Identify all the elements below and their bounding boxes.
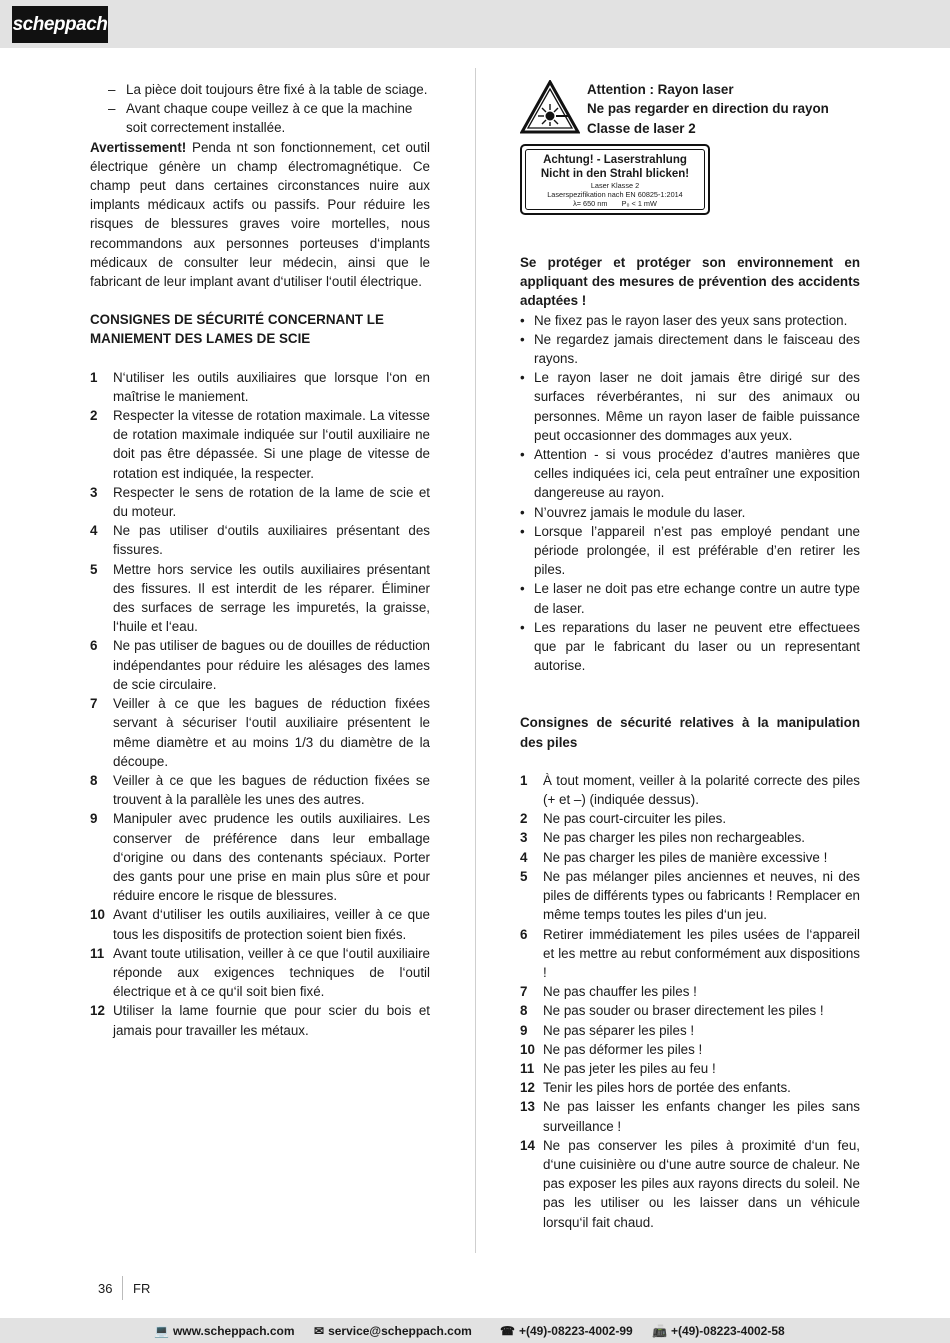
item-number: 1 [90, 369, 98, 385]
list-item [90, 80, 430, 99]
list-item [520, 982, 860, 1001]
dash-marker: – [108, 101, 116, 117]
list-item-text: La pièce doit toujours être fixé à la table de sciage. [126, 82, 428, 97]
list-item [520, 1097, 860, 1135]
item-text: Manipuler avec prudence les outils auxiliaires. Les conserver de préférence dans leur emballage d‘origine ou dans des contenants spéciaux. Porter des gants pour une prise en main plus sûre et pour réduire encore le risque de blessures. [113, 811, 430, 904]
item-text: Retirer immédiatement les piles usées de l‘appareil et les mettre au rebut conformément aux dispositions ! [543, 926, 860, 980]
bullet-item [520, 311, 860, 330]
label-line: Nicht in den Strahl blicken! [540, 167, 690, 180]
item-text: Veiller à ce que les bagues de réduction fixées se trouvent à la parallèle les unes des autres. [113, 772, 430, 808]
item-number: 14 [520, 1137, 535, 1153]
item-number: 10 [90, 907, 105, 923]
contact-email[interactable] [314, 1324, 472, 1338]
label-spec-row [526, 199, 704, 208]
bullet-item [520, 330, 860, 368]
bullet-text: Le rayon laser ne doit jamais être dirigé sur des surfaces réverbérantes, ni sur des animaux ou personnes. Même un rayon laser de faible puissance peut occasionner des dommages aux yeux. [534, 370, 860, 443]
email-text: service@scheppach.com [328, 1324, 472, 1338]
item-text: Ne pas utiliser d‘outils auxiliaires présentant des fissures. [113, 523, 430, 558]
left-column [90, 80, 430, 1040]
bullet-item [520, 503, 860, 522]
contact-phone[interactable] [500, 1324, 633, 1338]
item-text: Mettre hors service les outils auxiliaires présentant des fissures. Il est interdit de les réparer. Éliminer des surfaces de serrage les impuretés, la graisse, l‘huile et l‘eau. [113, 561, 430, 635]
item-number: 9 [520, 1022, 528, 1038]
footer-separator [122, 1276, 123, 1300]
label-power: P₀ < 1 mW [621, 199, 657, 208]
bullet-item [520, 522, 860, 580]
item-text: Ne pas court-circuiter les piles. [543, 811, 727, 827]
item-text: Ne pas utiliser de bagues ou de douilles de réduction indépendantes pour réduire les alésages des lames de scie circulaire. [113, 638, 430, 692]
item-number: 12 [90, 1003, 105, 1019]
item-text: Utiliser la lame fournie que pour scier du bois et jamais pour travailler les métaux. [113, 1003, 430, 1038]
list-item [520, 1021, 860, 1040]
list-item [90, 406, 430, 483]
fax-text: +(49)-08223-4002-58 [670, 1324, 785, 1338]
item-text: Veiller à ce que les bagues de réduction fixées servant à sécuriser l‘outil auxiliaire présentent le même diamètre et au moins 1/3 du diamètre de la découpe. [113, 696, 430, 769]
item-number: 7 [90, 696, 98, 712]
contact-website[interactable] [154, 1324, 295, 1338]
bullet-marker: • [520, 447, 525, 463]
list-item [90, 560, 430, 637]
right-column [520, 80, 860, 140]
page-number: 36 [98, 1281, 113, 1296]
contact-fax [652, 1324, 785, 1338]
laser-warning-icon [520, 80, 580, 134]
em-warning-paragraph [90, 138, 430, 292]
item-number: 2 [90, 408, 98, 424]
list-item [90, 521, 430, 559]
list-item [520, 848, 860, 867]
item-number: 10 [520, 1041, 535, 1057]
item-text: Avant toute utilisation, veiller à ce que l‘outil auxiliaire réponde aux exigences techniques de l‘outil électrique et à ce qu‘il soit bien fixé. [113, 945, 430, 1000]
laser-line: Ne pas regarder en direction du rayon [587, 101, 829, 117]
list-item [90, 944, 430, 1002]
battery-section-title: Consignes de sécurité relatives à la manipulation des piles [520, 715, 860, 750]
list-item [520, 1078, 860, 1097]
list-item [520, 1059, 860, 1078]
item-number: 5 [90, 561, 98, 577]
bullet-marker: • [520, 504, 525, 520]
item-text: Respecter la vitesse de rotation maximale. La vitesse de rotation maximale indiquée sur l‘outil auxiliaire ne doit pas être dépassée. Si une plage de vitesse de rotation est indiquée, la respecter. [113, 408, 430, 481]
right-column-lower [520, 253, 860, 1232]
bullet-marker: • [520, 312, 525, 328]
list-item [90, 1001, 430, 1039]
item-number: 6 [520, 926, 528, 942]
item-number: 3 [520, 830, 528, 846]
bullet-text: Le laser ne doit pas etre echange contre un autre type de laser. [534, 581, 860, 616]
laser-safety-list [520, 311, 860, 676]
item-number: 3 [90, 484, 98, 500]
saw-blade-safety-list [90, 368, 430, 1040]
item-number: 11 [520, 1060, 535, 1076]
item-number: 13 [520, 1099, 535, 1115]
item-text: Ne pas souder ou braser directement les piles ! [543, 1003, 824, 1019]
bullet-marker: • [520, 523, 525, 539]
item-number: 11 [90, 945, 105, 961]
list-item [90, 694, 430, 771]
list-item [90, 771, 430, 809]
list-item [90, 905, 430, 943]
item-text: Ne pas déformer les piles ! [543, 1041, 703, 1057]
item-text: À tout moment, veiller à la polarité correcte des piles (+ et –) (indiquée dessus). [543, 772, 860, 808]
dash-marker: – [108, 82, 116, 97]
brand-logo: scheppach [12, 6, 108, 43]
bullet-text: N’ouvrez jamais le module du laser. [534, 504, 746, 520]
list-item [520, 925, 860, 983]
list-item [520, 867, 860, 925]
language-code: FR [133, 1281, 151, 1296]
bullet-text: Ne regardez jamais directement dans le faisceau des rayons. [534, 331, 860, 367]
bullet-marker: • [520, 370, 525, 386]
bullet-text: Ne fixez pas le rayon laser des yeux sans protection. [534, 312, 848, 328]
bullet-item [520, 618, 860, 676]
laser-class-label [520, 144, 710, 215]
item-text: Ne pas séparer les piles ! [543, 1022, 695, 1038]
warning-label: Avertissement! [90, 139, 187, 155]
dash-list [90, 80, 430, 138]
bullet-marker: • [520, 331, 525, 347]
label-line: Laser Klasse 2 [590, 181, 640, 190]
item-text: Ne pas charger les piles de manière excessive ! [543, 849, 828, 865]
label-line: Laserspezifikation nach EN 60825-1:2014 [547, 190, 683, 199]
item-number: 8 [520, 1003, 528, 1019]
protect-title: Se protéger et protéger son environnement en appliquant des mesures de prévention des accidents adaptées ! [520, 255, 860, 309]
item-number: 2 [520, 811, 528, 827]
section-title-saw-blades: CONSIGNES DE SÉCURITÉ CONCERNANT LE MANIEMENT DES LAMES DE SCIE [90, 312, 384, 347]
item-text: N‘utiliser les outils auxiliaires que lorsque l‘on en maîtrise le maniement. [113, 369, 430, 404]
item-text: Respecter le sens de rotation de la lame de scie et du moteur. [113, 484, 430, 520]
item-number: 9 [90, 811, 98, 827]
bullet-item [520, 445, 860, 503]
header-bar [0, 0, 950, 48]
item-number: 7 [520, 984, 528, 1000]
item-number: 5 [520, 868, 528, 884]
bullet-marker: • [520, 581, 525, 597]
phone-text: +(49)-08223-4002-99 [518, 1324, 633, 1338]
laser-warning-text [587, 80, 829, 138]
fax-icon: 📠 [652, 1324, 667, 1338]
phone-icon: ☎ [500, 1324, 515, 1338]
list-item [520, 828, 860, 847]
bullet-item [520, 368, 860, 445]
bullet-text: Lorsque l’appareil n’est pas employé pendant une période prolongée, il est préférable d’en retirer les piles. [534, 523, 860, 578]
list-item [90, 368, 430, 406]
item-number: 4 [90, 523, 98, 539]
laser-line: Classe de laser 2 [587, 120, 696, 136]
item-number: 1 [520, 772, 528, 788]
item-text: Ne pas mélanger piles anciennes et neuves, ni des piles de différents types ou fabricants ! Remplacer en même temps toutes les piles d‘un jeu. [543, 868, 860, 923]
list-item [90, 99, 430, 137]
column-divider [475, 68, 476, 1253]
mail-icon: ✉ [314, 1324, 325, 1338]
bullet-marker: • [520, 619, 525, 635]
item-text: Tenir les piles hors de portée des enfants. [543, 1080, 791, 1096]
laser-warning-header [520, 80, 860, 140]
computer-icon: 💻 [154, 1324, 169, 1338]
list-item [520, 1001, 860, 1020]
laser-line: Attention : Rayon laser [587, 82, 734, 97]
label-wavelength: λ= 650 nm [573, 199, 608, 208]
item-text: Ne pas conserver les piles à proximité d‘un feu, d‘une cuisinière ou d‘une autre source de chaleur. Ne pas exposer les piles aux rayons directs du soleil. Ne pas les utiliser ou les laisser dans un véhicule lorsqu‘il fait chaud. [543, 1137, 860, 1230]
label-line: Achtung! - Laserstrahlung [543, 154, 687, 166]
website-text: www.scheppach.com [172, 1324, 295, 1338]
item-number: 6 [90, 638, 98, 654]
list-item [520, 771, 860, 809]
battery-safety-list [520, 771, 860, 1232]
item-text: Avant d‘utiliser les outils auxiliaires, veiller à ce que tous les dispositifs de protection soient bien fixés. [113, 907, 430, 942]
warning-text: Penda nt son fonctionnement, cet outil électrique génère un champ électromagnétique. Ce champ peut dans certaines circonstances nuire aux implants médicaux actifs ou passifs. Pour réduire les risques de blessures graves voire mortelles, nous recommandons aux personnes porteuses d‘implants médicaux de consulter leur médecin, ainsi que le fabricant de leur implant avant d‘utiliser l‘outil électrique. [90, 139, 430, 290]
item-number: 4 [520, 849, 528, 865]
item-text: Ne pas chauffer les piles ! [543, 984, 697, 1000]
list-item [520, 1040, 860, 1059]
item-number: 8 [90, 772, 98, 788]
item-number: 12 [520, 1080, 535, 1096]
bullet-text: Les reparations du laser ne peuvent etre effectuees que par le fabricant du laser ou un representant autorise. [534, 619, 860, 674]
bullet-text: Attention - si vous procédez d’autres manières que celles indiquées ici, cela peut entraîner une exposition dangereuse au rayon. [534, 447, 860, 501]
item-text: Ne pas jeter les piles au feu ! [543, 1060, 716, 1076]
list-item [90, 809, 430, 905]
item-text: Ne pas laisser les enfants changer les piles sans surveillance ! [543, 1099, 860, 1134]
list-item [520, 1136, 860, 1232]
list-item [90, 483, 430, 521]
list-item [90, 636, 430, 694]
footer-bar [0, 1318, 950, 1343]
bullet-item [520, 579, 860, 617]
list-item [520, 809, 860, 828]
list-item-text: Avant chaque coupe veillez à ce que la machine soit correctement installée. [126, 101, 413, 136]
item-text: Ne pas charger les piles non rechargeables. [543, 830, 806, 846]
